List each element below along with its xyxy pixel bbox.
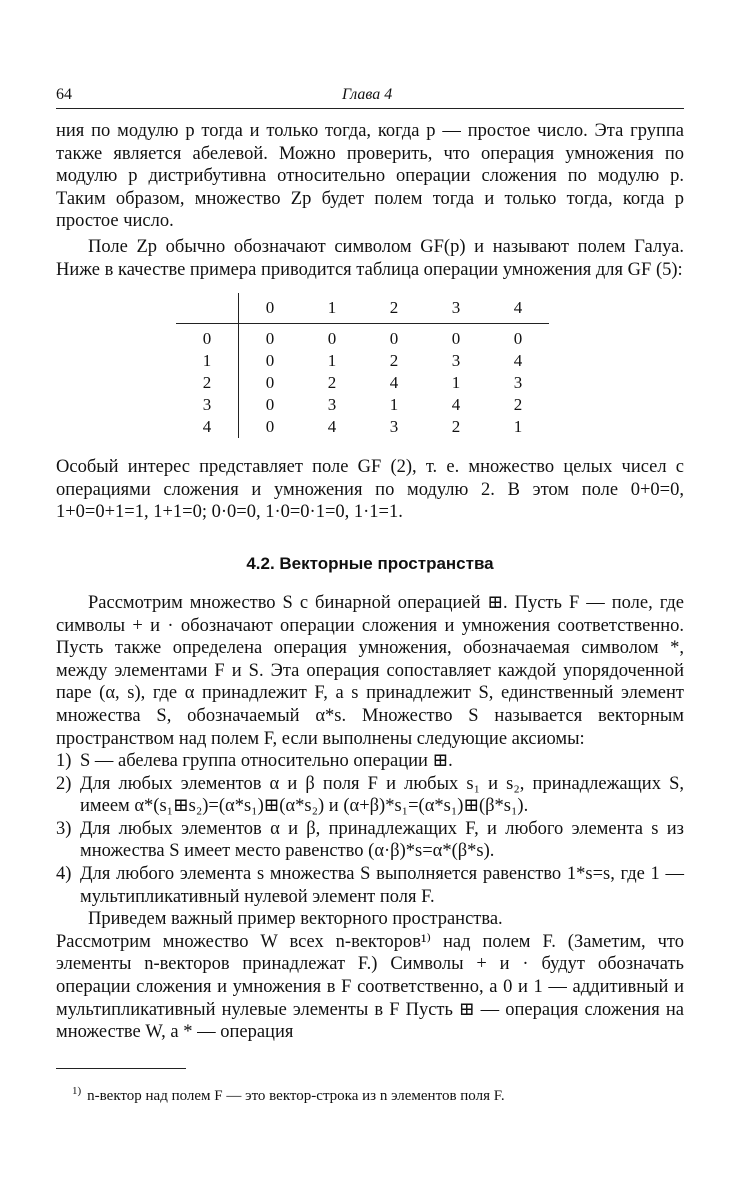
example-paragraph: Рассмотрим множество W всех n-векторов¹⁾ над полем F. (Заметим, что элементы n-векторов принадлежат F.) Символы + и · будут обозначать операции сложения и умножения в F соответственно, а 0 и 1 — аддитивный и мультипликативный нулевые элементы в F Пусть ⊞ — операция сложения на множестве W, а * — операция — [56, 931, 684, 1043]
row-header: 0 — [176, 324, 239, 351]
table-cell: 4 — [389, 373, 399, 393]
table-cell: 0 — [265, 417, 275, 437]
footnote — [72, 1082, 682, 1105]
table-cell: 3 — [389, 417, 399, 437]
section-heading: 4.2. Векторные пространства — [246, 553, 494, 573]
row-header: 1 — [176, 350, 239, 372]
axiom-number: 4) — [56, 864, 72, 885]
axiom-text: Для любых элементов α и β, принадлежащих F, и любого элемента s из множества S имеет место равенство (α·β)*s=α*(β*s). — [80, 818, 684, 862]
table-header-row — [176, 293, 549, 324]
table-cell: 1 — [327, 351, 337, 371]
table-cell: 0 — [265, 351, 275, 371]
table-cell: 3 — [451, 351, 461, 371]
axiom-number: 1) — [56, 751, 72, 772]
footnote-text: n-вектор над полем F — это вектор-строка из n элементов поля F. — [87, 1088, 505, 1104]
table-cell: 2 — [451, 417, 461, 437]
table-row — [176, 350, 549, 372]
axiom-text: S — абелева группа относительно операции ⊞. — [80, 751, 453, 772]
column-header: 2 — [363, 293, 425, 324]
axiom-item — [56, 818, 684, 863]
page-header — [56, 84, 684, 109]
table-cell: 0 — [513, 329, 523, 349]
table-cell: 4 — [327, 417, 337, 437]
table-cell: 3 — [513, 373, 523, 393]
table-cell: 2 — [327, 373, 337, 393]
column-header: 3 — [425, 293, 487, 324]
axiom-item — [56, 750, 684, 773]
page-number: 64 — [56, 86, 72, 103]
table-cell: 3 — [327, 395, 337, 415]
table-cell: 0 — [265, 329, 275, 349]
table-corner — [176, 293, 239, 324]
axiom-text: Для любых элементов α и β поля F и любых s₁ и s₂, принадлежащих S, имеем α*(s₁⊞s₂)=(α*s₁)⊞(α*s₂) и (α+β)*s₁=(α*s₁)⊞(β*s₁). — [80, 773, 684, 817]
table-cell: 0 — [389, 329, 399, 349]
column-header: 0 — [239, 293, 302, 324]
paragraph-1: ния по модулю p тогда и только тогда, когда p — простое число. Эта группа также является абелевой. Можно проверить, что операция умножения по модулю p дистрибутивна относительно операции сложения по модулю p. Таким образом, множество Zp будет полем тогда и только тогда, когда p простое число. — [56, 121, 684, 232]
paragraph-2: Поле Zp обычно обозначают символом GF(p) и называют полем Галуа. Ниже в качестве примера приводится таблица операции умножения для GF (5): — [56, 236, 684, 280]
table-cell: 2 — [513, 395, 523, 415]
example-intro: Приведем важный пример векторного пространства. — [88, 909, 503, 930]
table-row — [176, 372, 549, 394]
column-header: 1 — [301, 293, 363, 324]
axiom-text: Для любого элемента s множества S выполняется равенство 1*s=s, где 1 — мультипликативный нулевой элемент поля F. — [80, 864, 684, 907]
table-row — [176, 324, 549, 351]
row-header: 2 — [176, 372, 239, 394]
table-cell: 0 — [327, 329, 337, 349]
footnote-rule — [56, 1068, 186, 1069]
table-cell: 1 — [513, 417, 523, 437]
axiom-number: 2) — [56, 773, 72, 794]
table-cell: 2 — [389, 351, 399, 371]
book-page — [56, 84, 684, 1044]
row-header: 3 — [176, 394, 239, 416]
footnote-mark: 1) — [72, 1085, 82, 1097]
axiom-item — [56, 773, 684, 818]
table-row — [176, 416, 549, 438]
table-cell: 0 — [265, 395, 275, 415]
table-row — [176, 394, 549, 416]
chapter-title: Глава 4 — [342, 86, 393, 103]
table-cell: 4 — [513, 351, 523, 371]
axiom-item — [56, 863, 684, 908]
paragraph-gf2: Особый интерес представляет поле GF (2), т. е. множество целых чисел с операциями сложения и умножения по модулю 2. В этом поле 0+0=0, 1+0=0+1=1, 1+1=0; 0·0=0, 1·0=0·1=0, 1·1=1. — [56, 457, 684, 523]
column-header: 4 — [487, 293, 549, 324]
table-cell: 0 — [451, 329, 461, 349]
axiom-number: 3) — [56, 818, 72, 839]
table-cell: 0 — [265, 373, 275, 393]
row-header: 4 — [176, 416, 239, 438]
table-cell: 1 — [451, 373, 461, 393]
table-cell: 1 — [389, 395, 399, 415]
gf5-multiplication-table — [176, 293, 549, 438]
section-intro-paragraph: Рассмотрим множество S с бинарной операцией ⊞. Пусть F — поле, где символы + и · обозначают операции сложения и умножения соответственно. Пусть также определена операция умножения, обозначаемая символом *, между элементами F и S. Эта операция сопоставляет каждой упорядоченной паре (α, s), где α принадлежит F, а s принадлежит S, единственный элемент множества S, обозначаемый α*s. Множество S называется векторным пространством над полем F, если выполнены следующие аксиомы: — [56, 592, 684, 749]
table-cell: 4 — [451, 395, 461, 415]
